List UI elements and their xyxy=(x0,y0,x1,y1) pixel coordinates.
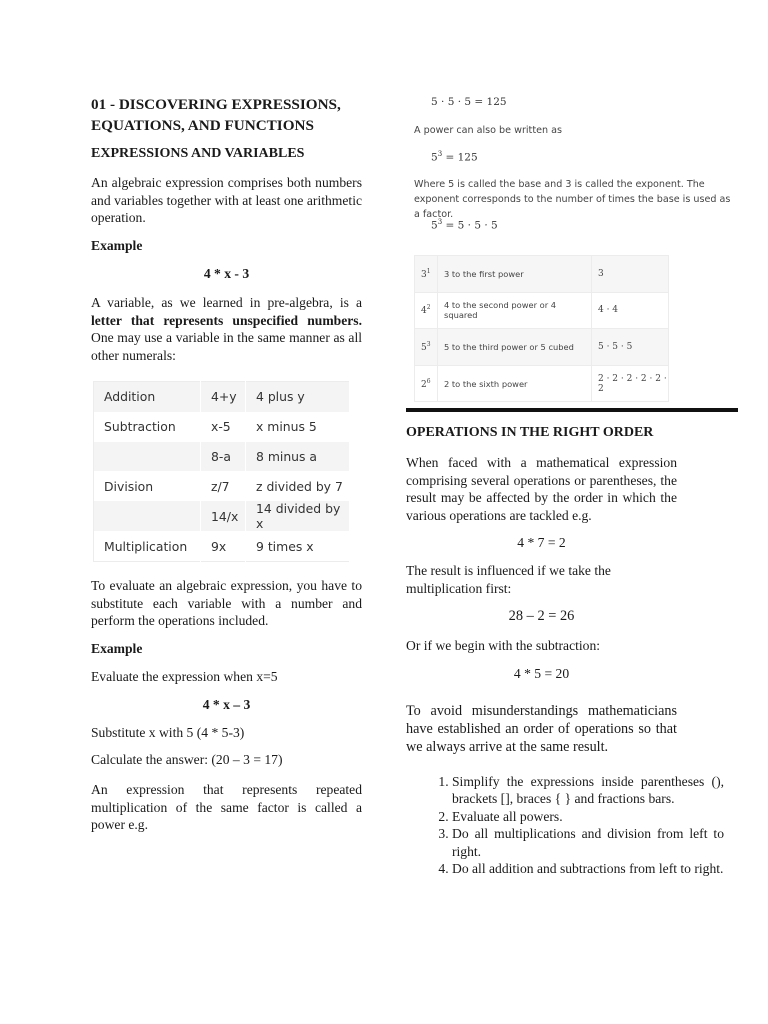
table-cell: 3 xyxy=(592,256,669,293)
order-of-operations-list xyxy=(406,773,724,877)
power-base: 5 xyxy=(421,342,427,353)
table-cell: 4 to the second power or 4 squared xyxy=(438,292,592,329)
table-row xyxy=(94,442,350,472)
power-base: 3 xyxy=(421,269,427,280)
math-power-expansion xyxy=(431,218,498,232)
table-cell: 5 to the third power or 5 cubed xyxy=(438,329,592,366)
table-row xyxy=(94,531,350,561)
example-expression: 4 * x - 3 xyxy=(203,266,250,281)
math-exponent: 3 xyxy=(437,218,443,226)
power-exponent: 1 xyxy=(426,267,431,275)
calculate-text: Calculate the answer: (20 – 3 = 17) xyxy=(91,752,283,767)
table-cell: 14 divided by x xyxy=(246,501,350,531)
list-item: 1. Simplify the expressions inside parentheses (), brackets [], braces { } and fractions bars. xyxy=(452,773,724,808)
variable-paragraph xyxy=(91,294,362,364)
table-cell: x minus 5 xyxy=(246,412,350,442)
table-cell xyxy=(415,292,438,329)
intro-paragraph: An algebraic expression comprises both numbers and variables together with at least one arithmetic operation. xyxy=(91,175,362,226)
math-exponent: 3 xyxy=(437,150,443,158)
table-row xyxy=(415,329,669,366)
example-label: Example xyxy=(91,238,143,253)
power-base: 2 xyxy=(421,379,427,390)
example-label: Example xyxy=(91,641,143,656)
table-cell: z/7 xyxy=(201,471,246,501)
table-cell xyxy=(94,501,201,531)
math-power-equation xyxy=(431,150,478,164)
math-rest: = 5 · 5 · 5 xyxy=(442,219,498,232)
list-item: 2. Evaluate all powers. xyxy=(452,808,724,825)
table-cell: Multiplication xyxy=(94,531,201,561)
table-cell: Division xyxy=(94,471,201,501)
result-first: 28 – 2 = 26 xyxy=(508,608,575,624)
table-cell: Subtraction xyxy=(94,412,201,442)
table-cell: 8-a xyxy=(201,442,246,472)
math-base: 5 xyxy=(431,151,438,164)
result-second: 4 * 5 = 20 xyxy=(513,666,570,681)
table-cell: 9x xyxy=(201,531,246,561)
table-cell: z divided by 7 xyxy=(246,471,350,501)
variable-paragraph-end: One may use a variable in the same manner as all other numerals: xyxy=(91,330,362,363)
math-product: 5 · 5 · 5 = 125 xyxy=(431,96,507,108)
power-exponent: 2 xyxy=(426,304,431,312)
table-cell: 8 minus a xyxy=(246,442,350,472)
substitute-text: Substitute x with 5 (4 * 5-3) xyxy=(91,725,245,740)
base-exponent-text: Where 5 is called the base and 3 is called the exponent. The exponent corresponds to the number of times the base is used as a factor. xyxy=(414,179,731,220)
order-example: 4 * 7 = 2 xyxy=(517,535,566,550)
evaluate-paragraph: To evaluate an algebraic expression, you have to substitute each variable with a number and perform the operations included. xyxy=(91,578,362,629)
table-cell xyxy=(415,329,438,366)
avoid-paragraph: To avoid misunderstandings mathematicians have established an order of operations so that we always arrive at the same result. xyxy=(406,703,677,755)
table-cell: 4+y xyxy=(201,382,246,412)
table-cell: 3 to the first power xyxy=(438,256,592,293)
influenced-text: The result is influenced if we take the multiplication first: xyxy=(406,563,611,596)
table-cell: 14/x xyxy=(201,501,246,531)
page-title-line-2: EQUATIONS, AND FUNCTIONS xyxy=(91,117,314,134)
variable-paragraph-bold: letter that represents unspecified numbers. xyxy=(91,312,362,328)
table-cell xyxy=(94,442,201,472)
table-cell: 5 · 5 · 5 xyxy=(592,329,669,366)
section-divider xyxy=(406,408,738,412)
table-row xyxy=(415,256,669,293)
list-item: 3. Do all multiplications and division from left to right. xyxy=(452,825,724,860)
power-written-as-text: A power can also be written as xyxy=(414,125,562,136)
page-title-line-1: 01 - DISCOVERING EXPRESSIONS, xyxy=(91,96,341,113)
section-heading-operations: OPERATIONS IN THE RIGHT ORDER xyxy=(406,425,654,440)
table-cell: 2 to the sixth power xyxy=(438,365,592,402)
subtraction-text: Or if we begin with the subtraction: xyxy=(406,638,601,653)
power-paragraph: An expression that represents repeated multiplication of the same factor is called a power e.g. xyxy=(91,782,362,833)
table-cell: 4 plus y xyxy=(246,382,350,412)
math-rest: = 125 xyxy=(442,151,478,164)
table-row xyxy=(94,471,350,501)
table-cell: 2 · 2 · 2 · 2 · 2 · 2 xyxy=(592,365,669,402)
power-base: 4 xyxy=(421,306,427,317)
table-cell: x-5 xyxy=(201,412,246,442)
evaluate-when-text: Evaluate the expression when x=5 xyxy=(91,669,278,684)
table-row xyxy=(94,501,350,531)
table-cell xyxy=(415,365,438,402)
power-exponent: 3 xyxy=(426,340,431,348)
operations-table xyxy=(93,381,350,562)
power-exponent: 6 xyxy=(426,377,431,385)
table-row xyxy=(415,292,669,329)
table-row xyxy=(94,382,350,412)
section-heading-expressions: EXPRESSIONS AND VARIABLES xyxy=(91,146,305,161)
table-row xyxy=(415,365,669,402)
table-cell xyxy=(415,256,438,293)
table-cell: 4 · 4 xyxy=(592,292,669,329)
math-base: 5 xyxy=(431,219,438,232)
table-cell: Addition xyxy=(94,382,201,412)
powers-table xyxy=(414,255,669,402)
list-item: 4. Do all addition and subtractions from left to right. xyxy=(452,860,724,877)
table-cell: 9 times x xyxy=(246,531,350,561)
page-title xyxy=(91,94,371,136)
example-expression: 4 * x – 3 xyxy=(202,697,251,712)
table-row xyxy=(94,412,350,442)
order-paragraph: When faced with a mathematical expression comprising several operations or parentheses, the result may be affected by the order in which the various operations are tackled e.g. xyxy=(406,455,677,523)
variable-paragraph-start: A variable, as we learned in pre-algebra, is a xyxy=(91,295,362,310)
